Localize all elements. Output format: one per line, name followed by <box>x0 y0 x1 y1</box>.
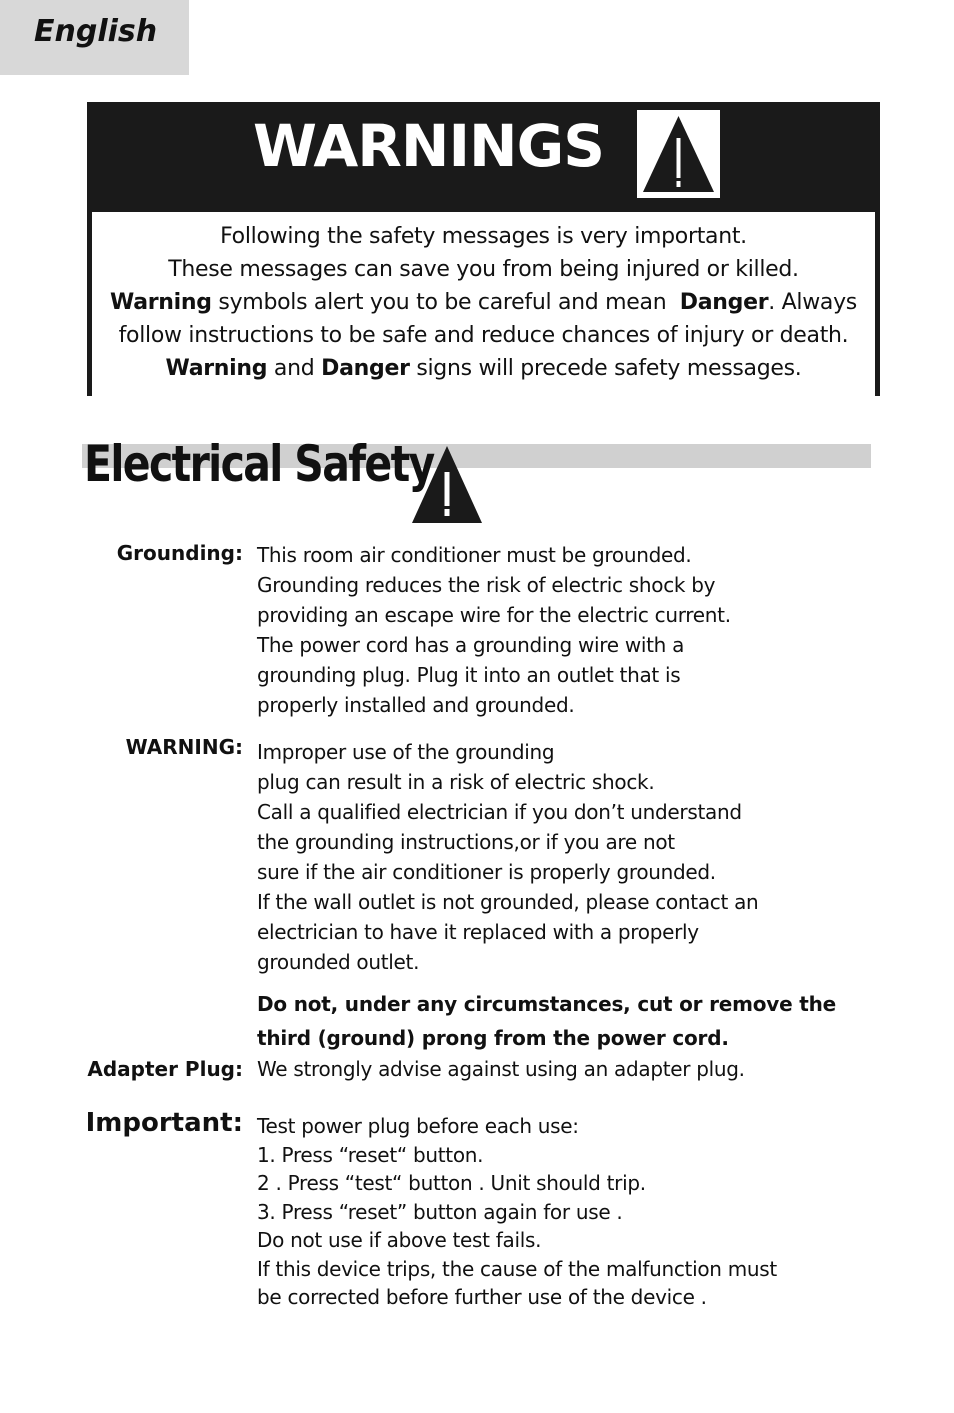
warning-line: sure if the air conditioner is properly grounded. <box>257 860 716 884</box>
warning-line: plug can result in a risk of electric shock. <box>257 770 655 794</box>
warning-triangle-icon <box>637 110 720 198</box>
ground-prong-line: third (ground) prong from the power cord. <box>257 1026 729 1050</box>
adapter-term: Adapter Plug: <box>87 1057 243 1081</box>
warnings-line-5 <box>92 352 875 385</box>
important-line: Do not use if above test fails. <box>257 1228 542 1252</box>
important-text <box>257 1112 897 1312</box>
warnings-line-3-text-a: symbols alert you to be careful and mean <box>211 290 680 315</box>
important-term: Important: <box>85 1108 243 1138</box>
warning-triangle-icon <box>411 446 483 524</box>
language-label: English <box>34 14 158 49</box>
warnings-title: WARNINGS <box>253 112 604 180</box>
warnings-header <box>87 102 880 212</box>
warning-text <box>257 737 897 977</box>
warning-keyword: Warning <box>110 290 212 315</box>
warning-keyword: Warning <box>165 356 268 381</box>
warnings-line-5-text-b: signs will precede safety messages. <box>409 356 802 381</box>
important-line: If this device trips, the cause of the malfunction must <box>257 1256 777 1281</box>
grounding-line: properly installed and grounded. <box>257 693 575 717</box>
adapter-text <box>257 1054 897 1084</box>
warning-line: the grounding instructions,or if you are not <box>257 830 675 854</box>
grounding-term: Grounding: <box>116 541 243 565</box>
warnings-line-3-text-b: . Always <box>768 290 857 315</box>
adapter-line: We strongly advise against using an adapter plug. <box>257 1057 745 1081</box>
important-line: 3. Press “reset” button again for use . <box>257 1199 623 1224</box>
grounding-line: providing an escape wire for the electric current. <box>257 603 731 627</box>
grounding-text <box>257 540 897 720</box>
section-title: Electrical Safety <box>84 435 434 493</box>
language-tab <box>0 0 189 75</box>
warning-term: WARNING: <box>125 735 243 759</box>
grounding-line: This room air conditioner must be grounded. <box>257 543 692 567</box>
warning-line: Call a qualified electrician if you don’t understand <box>257 800 742 824</box>
ground-prong-line: Do not, under any circumstances, cut or remove the <box>257 992 837 1016</box>
warning-line: Improper use of the grounding <box>257 740 555 764</box>
danger-keyword: Danger <box>679 290 769 315</box>
important-line: 1. Press “reset“ button. <box>257 1142 484 1167</box>
grounding-line: grounding plug. Plug it into an outlet that is <box>257 663 681 687</box>
ground-prong-note <box>257 987 897 1055</box>
warnings-line-1: Following the safety messages is very important. <box>220 224 747 249</box>
warning-line: electrician to have it replaced with a properly <box>257 920 699 944</box>
warnings-line-2: These messages can save you from being injured or killed. <box>168 257 799 282</box>
warnings-line-4: follow instructions to be safe and reduce chances of injury or death. <box>118 323 849 348</box>
warning-line: If the wall outlet is not grounded, please contact an <box>257 890 759 914</box>
grounding-line: The power cord has a grounding wire with a <box>257 633 685 657</box>
warnings-box <box>87 102 880 396</box>
grounding-line: Grounding reduces the risk of electric shock by <box>257 573 716 597</box>
important-line: 2 . Press “test“ button . Unit should trip. <box>257 1171 646 1195</box>
danger-keyword: Danger <box>321 356 410 381</box>
warning-line: grounded outlet. <box>257 950 420 974</box>
warnings-line-5-text-a: and <box>267 356 322 381</box>
important-line: Test power plug before each use: <box>257 1114 579 1138</box>
warnings-line-3 <box>92 286 875 319</box>
important-line: be corrected before further use of the device . <box>257 1285 707 1309</box>
